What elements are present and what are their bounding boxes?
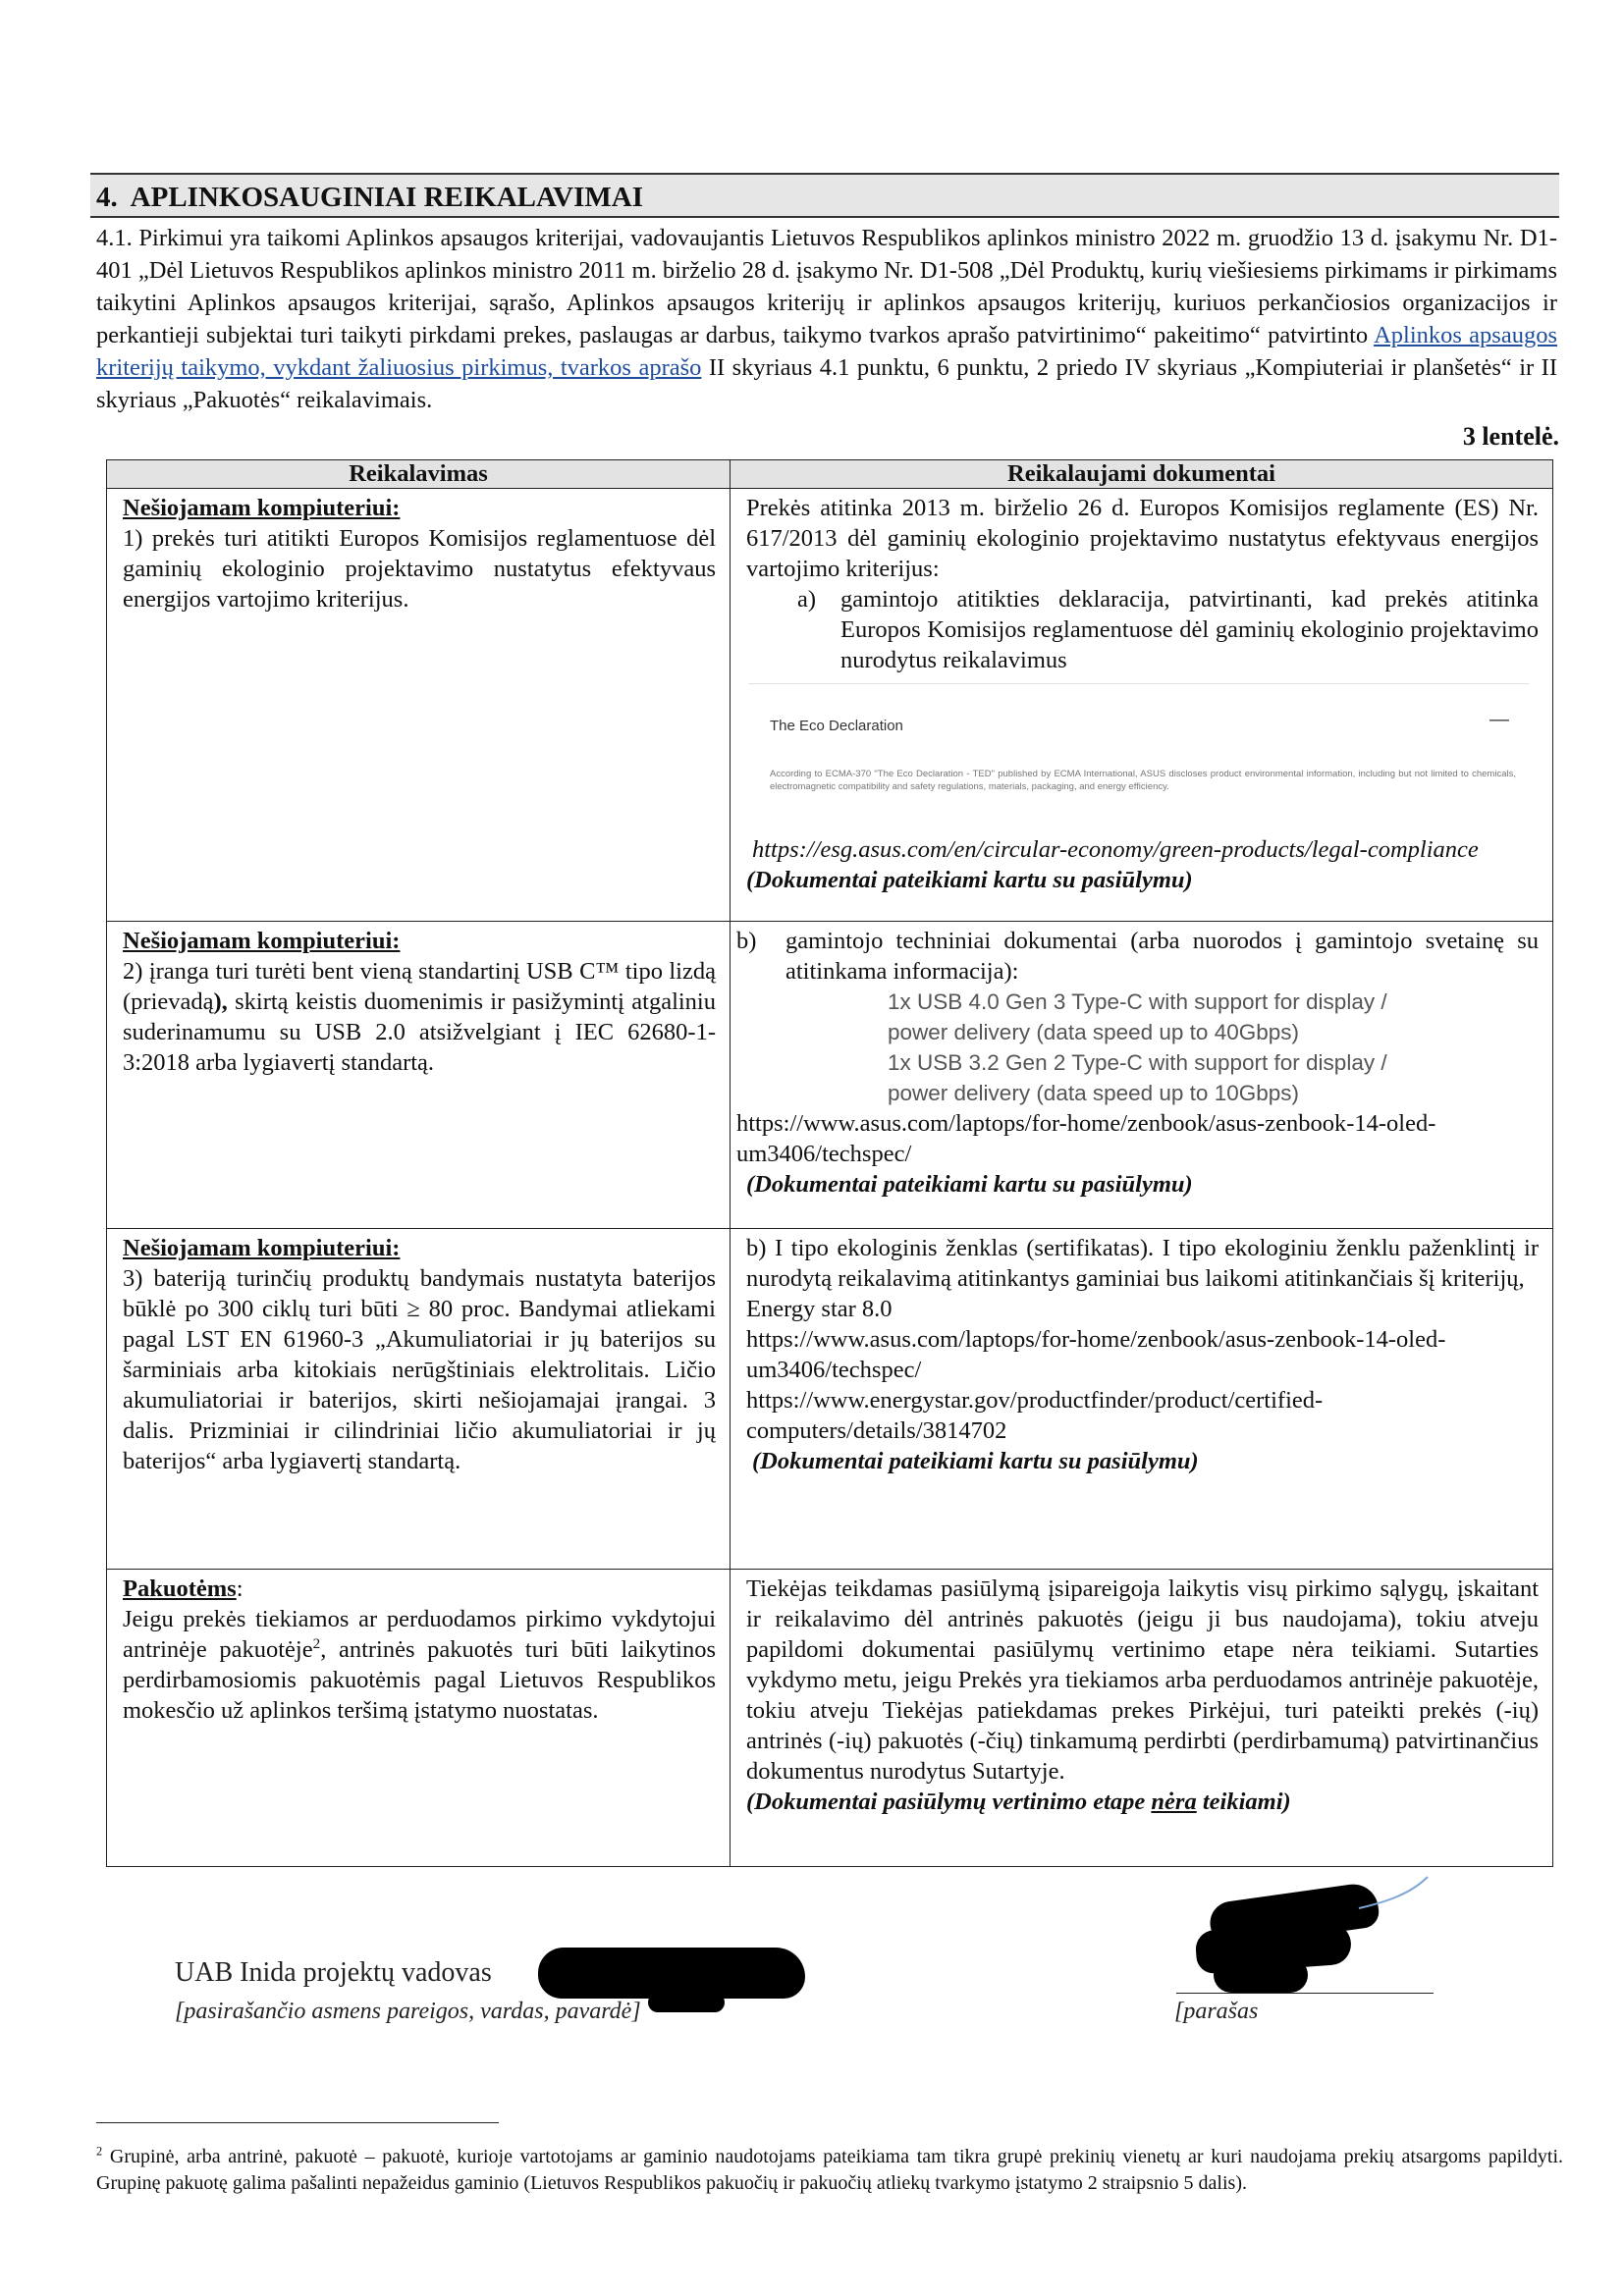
requirement-cell [107, 922, 731, 1229]
requirements-table [106, 459, 1553, 1867]
doc-note: (Dokumentai pateikiami kartu su pasiūlymu) [752, 1448, 1199, 1474]
table-number: 3 lentelė. [1462, 422, 1559, 451]
table-header-row [107, 460, 1553, 489]
energystar-link[interactable]: https://www.energystar.gov/productfinder/product/certified-computers/details/3814702 [746, 1387, 1324, 1444]
requirement-text-part: skirtą keistis duomenimis ir pasižymintį atgaliniu suderinamumu su USB 2.0 atsižvelgiant į IEC 62680-1-3:2018 arba lygiavertį standartą. [123, 988, 716, 1076]
usb-spec-line: power delivery (data speed up to 40Gbps) [888, 1020, 1299, 1044]
requirement-text: 1) prekės turi atitikti Europos Komisijos reglamentuose dėl gaminių ekologinio projektavimo nustatytus efektyvaus energijos vartojimo kriterijus. [123, 525, 716, 613]
requirement-text-bold: ), [213, 988, 228, 1015]
requirement-text [123, 1604, 716, 1726]
intro-paragraph [96, 222, 1557, 416]
collapse-icon: — [1489, 709, 1509, 730]
eco-declaration-text: According to ECMA-370 "The Eco Declaration - TED" published by ECMA International, ASUS discloses product environmental information, including but not limited to chemicals, electromagnetic compatibility and safety regulations, materials, packaging, and energy efficiency. [770, 769, 1516, 792]
requirement-text-part: 2) įranga turi turėti bent vieną standartinį USB C™ tipo lizdą (prievadą [123, 958, 716, 1015]
row-label: Nešiojamam kompiuteriui: [123, 1235, 401, 1261]
note-part: teikiami) [1196, 1789, 1291, 1815]
row-label-line [123, 1574, 716, 1604]
eco-declaration-screenshot [746, 683, 1539, 828]
note-part: (Dokumentai pasiūlymų vertinimo etape [746, 1789, 1152, 1815]
energy-star-label: Energy star 8.0 [746, 1296, 893, 1322]
link-wrapper [746, 1385, 1539, 1446]
header-documents: Reikalaujami dokumentai [731, 460, 1553, 489]
asus-techspec-link[interactable]: https://www.asus.com/laptops/for-home/zenbook/asus-zenbook-14-oled-um3406/techspec/ [736, 1110, 1436, 1167]
redaction-mark [648, 1993, 725, 2012]
doc-note [746, 1787, 1539, 1817]
signature-stroke [1355, 1873, 1434, 1912]
row-label-suffix: : [236, 1575, 244, 1602]
divider [748, 683, 1529, 684]
footnote-ref[interactable]: 2 [312, 1634, 321, 1652]
doc-text: Tiekėjas teikdamas pasiūlymą įsipareigoja laikytis visų pirkimo sąlygų, įskaitant ir reikalavimo dėl antrinės pakuotės (jeigu ji bus naudojama), tokiu atveju papildomi dokumentai pasiūlymų vertinimo etape nėra teikiami. Sutarties vykdymo metu, jeigu Prekės yra tiekiamos arba perduodamos antrinėje pakuotėje, tokiu atveju Tiekėjas patiekdamas prekes Pirkėjui, turi pateikti prekės (-ių) antrinės (-ių) pakuotės (-čių) tinkamumą perdirbti (perdirbamumą) patvirtinančius dokumentus nurodytus Sutartyje. [746, 1575, 1539, 1785]
requirement-text-part: Jeigu prekės tiekiamos ar perduodamos pirkimo vykdytojui antrinėje pakuotėje [123, 1606, 716, 1663]
table-row [107, 922, 1553, 1229]
documents-cell [731, 922, 1553, 1229]
signer-position: UAB Inida projektų vadovas [175, 1957, 492, 1988]
section-number: 4. [96, 182, 118, 213]
list-marker: b) [736, 928, 757, 954]
requirement-cell [107, 489, 731, 922]
asus-techspec-link[interactable]: https://www.asus.com/laptops/for-home/zenbook/asus-zenbook-14-oled-um3406/techspec/ [746, 1326, 1446, 1383]
table-row [107, 1570, 1553, 1867]
redaction-mark [538, 1948, 805, 1999]
doc-intro: Prekės atitinka 2013 m. birželio 26 d. Europos Komisijos reglamente (ES) Nr. 617/2013 dėl gaminių ekologinio projektavimo nustatytus efektyvaus energijos vartojimo kriterijus: [746, 495, 1539, 582]
asus-legal-compliance-link[interactable]: https://esg.asus.com/en/circular-economy/green-products/legal-compliance [752, 836, 1479, 863]
link-wrapper [746, 834, 1539, 865]
list-text: gamintojo atitikties deklaracija, patvirtinanti, kad prekės atitinka Europos Komisijos reglamentuose dėl gaminių ekologinio projektavimo nurodytus reikalavimus [840, 586, 1539, 673]
table-row [107, 489, 1553, 922]
doc-list-item [736, 926, 1539, 987]
signer-caption: [pasirašančio asmens pareigos, vardas, pavardė] [175, 1999, 641, 2024]
table-row [107, 1229, 1553, 1570]
section-title: APLINKOSAUGINIAI REIKALAVIMAI [130, 182, 644, 213]
doc-text: b) I tipo ekologinis ženklas (sertifikatas). I tipo ekologiniu ženklu paženklintį ir nurodytą reikalavimą atitinkantys gaminiai bus laikomi atitinkančiais šį kriterijų, [746, 1235, 1539, 1292]
footnote [96, 2144, 1563, 2197]
section-heading [90, 173, 1559, 218]
requirement-text [123, 956, 716, 1078]
footnote-text: Grupinė, arba antrinė, pakuotė – pakuotė, kurioje vartotojams ar gaminio naudotojams pateikiama tam tikra grupė prekinių vienetų ar kuri naudojama prekių atsargoms papildyti. Grupinę pakuotę galima pašalinti nepažeidus gaminio (Lietuvos Respublikos pakuočių ir pakuočių atliekų tvarkymo įstatymo 2 straipsnio 5 dalis). [96, 2146, 1563, 2194]
usb-spec-line: 1x USB 4.0 Gen 3 Type-C with support for display / [888, 989, 1387, 1014]
criteria-link[interactable]: Aplinkos apsaugos kriterijų taikymo, vykdant žaliuosius pirkimus, tvarkos aprašo [96, 322, 1557, 381]
list-text: gamintojo techniniai dokumentai (arba nuorodos į gamintojo svetainę su atitinkama informacija): [785, 928, 1539, 985]
doc-note: (Dokumentai pateikiami kartu su pasiūlymu) [746, 1171, 1193, 1198]
requirement-text-part: , antrinės pakuotės turi būti laikytinos perdirbamosiomis pakuotėmis pagal Lietuvos Respublikos mokesčio už aplinkos teršimą įstatymo nuostatas. [123, 1636, 716, 1724]
header-requirement: Reikalavimas [107, 460, 731, 489]
footnote-rule [96, 2122, 499, 2123]
link-wrapper [746, 1324, 1539, 1385]
requirement-cell [107, 1570, 731, 1867]
signature-label: [parašas [1174, 1999, 1259, 2024]
doc-note: (Dokumentai pateikiami kartu su pasiūlymu) [746, 867, 1193, 893]
intro-text: 4.1. Pirkimui yra taikomi Aplinkos apsaugos kriterijai, vadovaujantis Lietuvos Respublikos aplinkos ministro 2022 m. gruodžio 13 d. įsakymu Nr. D1-401 „Dėl Lietuvos Respublikos aplinkos ministro 2011 m. birželio 28 d. įsakymo Nr. D1-508 „Dėl Produktų, kurių viešiesiems pirkimams ir pirkimams taikytini Aplinkos apsaugos kriterijai, sąrašo, Aplinkos apsaugos kriterijų ir aplinkos apsaugos kriterijų, kuriuos perkančiosios organizacijos ir perkantieji subjektai turi taikyti pirkdami prekes, paslaugas ar darbus, taikymo tvarkos aprašo patvirtinimo“ pakeitimo“ patvirtinto [96, 225, 1557, 348]
usb-spec-line: 1x USB 3.2 Gen 2 Type-C with support for display / [888, 1050, 1387, 1075]
eco-declaration-title: The Eco Declaration [770, 718, 903, 734]
requirement-cell [107, 1229, 731, 1570]
link-wrapper [736, 1108, 1539, 1169]
documents-cell [731, 1570, 1553, 1867]
doc-list-item [797, 584, 1539, 675]
intro-text-end: II skyriaus 4.1 punktu, 6 punktu, 2 priedo IV skyriaus „Kompiuteriai ir planšetės“ ir II skyriaus „Pakuotės“ reikalavimais. [96, 354, 1557, 413]
signature-redaction [1214, 1957, 1308, 1993]
row-label: Nešiojamam kompiuteriui: [123, 495, 401, 521]
row-label: Pakuotėms [123, 1575, 237, 1602]
list-marker: a) [797, 586, 817, 613]
usb-spec-line: power delivery (data speed up to 10Gbps) [888, 1081, 1299, 1105]
documents-cell [731, 1229, 1553, 1570]
requirement-text: 3) bateriją turinčių produktų bandymais nustatyta baterijos būklė po 300 ciklų turi būti ≥ 80 proc. Bandymai atliekami pagal LST EN 61960-3 „Akumuliatoriai ir jų baterijos su šarminiais arba kitokiais nerūgštiniais elektrolitais. Ličio akumuliatoriai ir baterijos, skirti nešiojamajai įrangai. 3 dalis. Prizminiai ir cilindriniai ličio akumuliatoriai ir jų baterijos“ arba lygiavertį standartą. [123, 1265, 716, 1474]
signature-line [1176, 1993, 1434, 1994]
footnote-marker: 2 [96, 2144, 103, 2159]
documents-cell [731, 489, 1553, 922]
row-label: Nešiojamam kompiuteriui: [123, 928, 401, 954]
note-underlined: nėra [1151, 1789, 1197, 1815]
